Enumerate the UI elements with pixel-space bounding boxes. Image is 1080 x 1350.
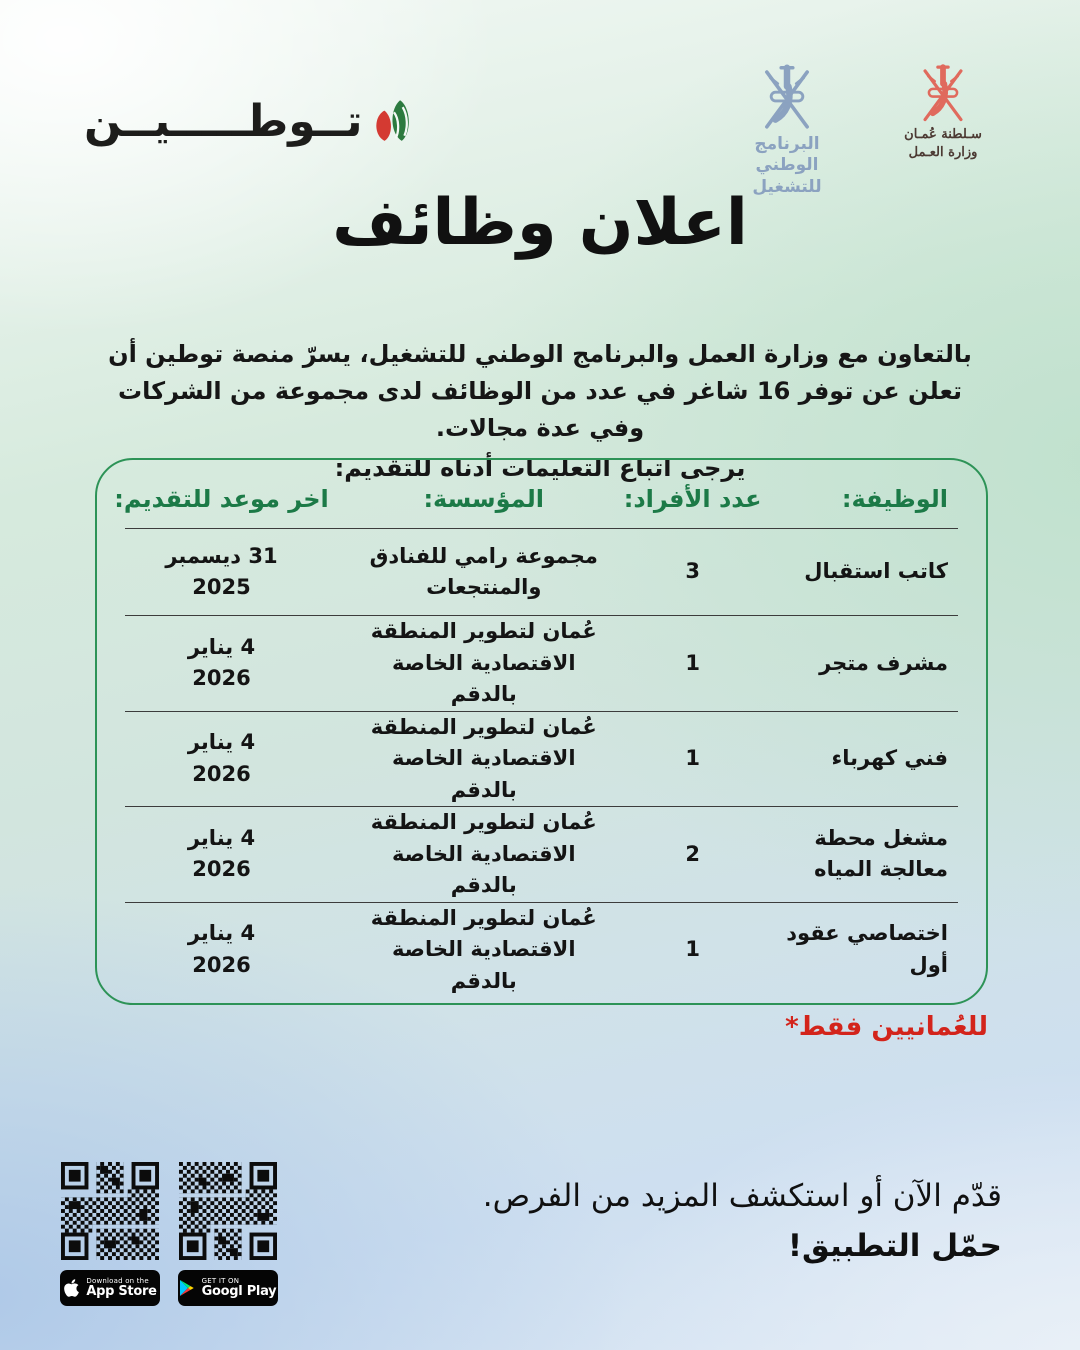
header-org: المؤسسة: xyxy=(423,485,544,513)
qr-code-google-play[interactable] xyxy=(179,1162,277,1260)
jobs-table xyxy=(95,458,988,1005)
oman-emblem-icon xyxy=(751,62,823,134)
government-logos xyxy=(722,62,1008,198)
oman-emblem-icon xyxy=(911,62,975,126)
job-org: مجموعة رامي للفنادق والمنتجعات xyxy=(369,543,598,599)
google-play-badge[interactable] xyxy=(178,1270,278,1306)
call-to-action xyxy=(483,1178,1002,1264)
header-job: الوظيفة: xyxy=(841,485,948,513)
job-org: عُمان لتطوير المنطقة الاقتصادية الخاصة بالدقم xyxy=(370,810,597,897)
job-count: 1 xyxy=(685,937,700,961)
cta-line-1: قدّم الآن أو استكشف المزيد من الفرص. xyxy=(482,1178,1002,1214)
google-play-icon xyxy=(180,1279,196,1297)
job-deadline: 31 ديسمبر 2025 xyxy=(165,543,278,599)
omanis-only-note: للعُمانيين فقط* xyxy=(785,1012,988,1042)
national-employment-programme-logo xyxy=(722,62,852,198)
mol-logo-text: سـلطنة عُمـان وزارة العـمل xyxy=(904,127,982,160)
job-count: 3 xyxy=(685,559,700,584)
job-count: 1 xyxy=(685,650,700,675)
job-deadline: 4 يناير 2026 xyxy=(187,825,256,882)
app-store-badge[interactable] xyxy=(60,1270,160,1306)
table-row xyxy=(97,529,986,615)
job-deadline: 4 يناير 2026 xyxy=(187,634,256,691)
app-store-badge-text: Download on the App Store xyxy=(86,1276,157,1299)
job-org: عُمان لتطوير المنطقة الاقتصادية الخاصة بالدقم xyxy=(370,619,597,706)
nep-logo-text: البرنامج الوطني للتشغيل xyxy=(752,134,822,197)
job-deadline: 4 يناير 2026 xyxy=(187,921,256,977)
job-title: مشغل محطة معالجة المياه xyxy=(814,825,948,882)
google-play-badge-text: GET IT ON Googl Play xyxy=(201,1276,277,1299)
appstore-column xyxy=(60,1162,160,1306)
tawteen-logo-icon xyxy=(368,92,420,150)
job-deadline: 4 يناير 2026 xyxy=(187,730,256,786)
apple-icon xyxy=(63,1278,80,1298)
qr-code-app-store[interactable] xyxy=(61,1162,159,1260)
job-count: 2 xyxy=(685,841,700,866)
job-title: مشرف متجر xyxy=(819,650,948,675)
gplay-column xyxy=(178,1162,278,1306)
table-row xyxy=(97,903,986,998)
intro-text: بالتعاون مع وزارة العمل والبرنامج الوطني للتشغيل، يسرّ منصة توطين أن تعلن عن توفر 16 شاغر في عدد من الوظائف لدى مجموعة من الشركات وفي عدة مجالات. xyxy=(108,340,972,443)
intro-instruction: يرجى اتباع التعليمات أدناه للتقديم: xyxy=(334,453,746,482)
job-title: اختصاصي عقود أول xyxy=(786,921,948,977)
job-title: كاتب استقبال xyxy=(804,559,948,584)
job-org: عُمان لتطوير المنطقة الاقتصادية الخاصة بالدقم xyxy=(370,905,597,993)
header-deadline: اخر موعد للتقديم: xyxy=(114,485,329,513)
job-title: فني كهرباء xyxy=(831,746,948,770)
ministry-of-labour-logo xyxy=(878,62,1008,161)
table-row xyxy=(97,616,986,711)
table-header-row xyxy=(97,470,986,528)
table-row xyxy=(97,807,986,902)
download-section xyxy=(60,1162,278,1306)
table-row xyxy=(97,712,986,807)
job-count: 1 xyxy=(685,746,700,770)
header-count: عدد الأفراد: xyxy=(623,485,762,513)
tawteen-logo-text: تــوطـــــيــن xyxy=(84,95,363,147)
job-org: عُمان لتطوير المنطقة الاقتصادية الخاصة بالدقم xyxy=(370,714,597,802)
page-title: اعلان وظائف xyxy=(332,186,748,260)
tawteen-logo xyxy=(84,92,420,150)
cta-line-2: حمّل التطبيق! xyxy=(787,1228,1002,1264)
